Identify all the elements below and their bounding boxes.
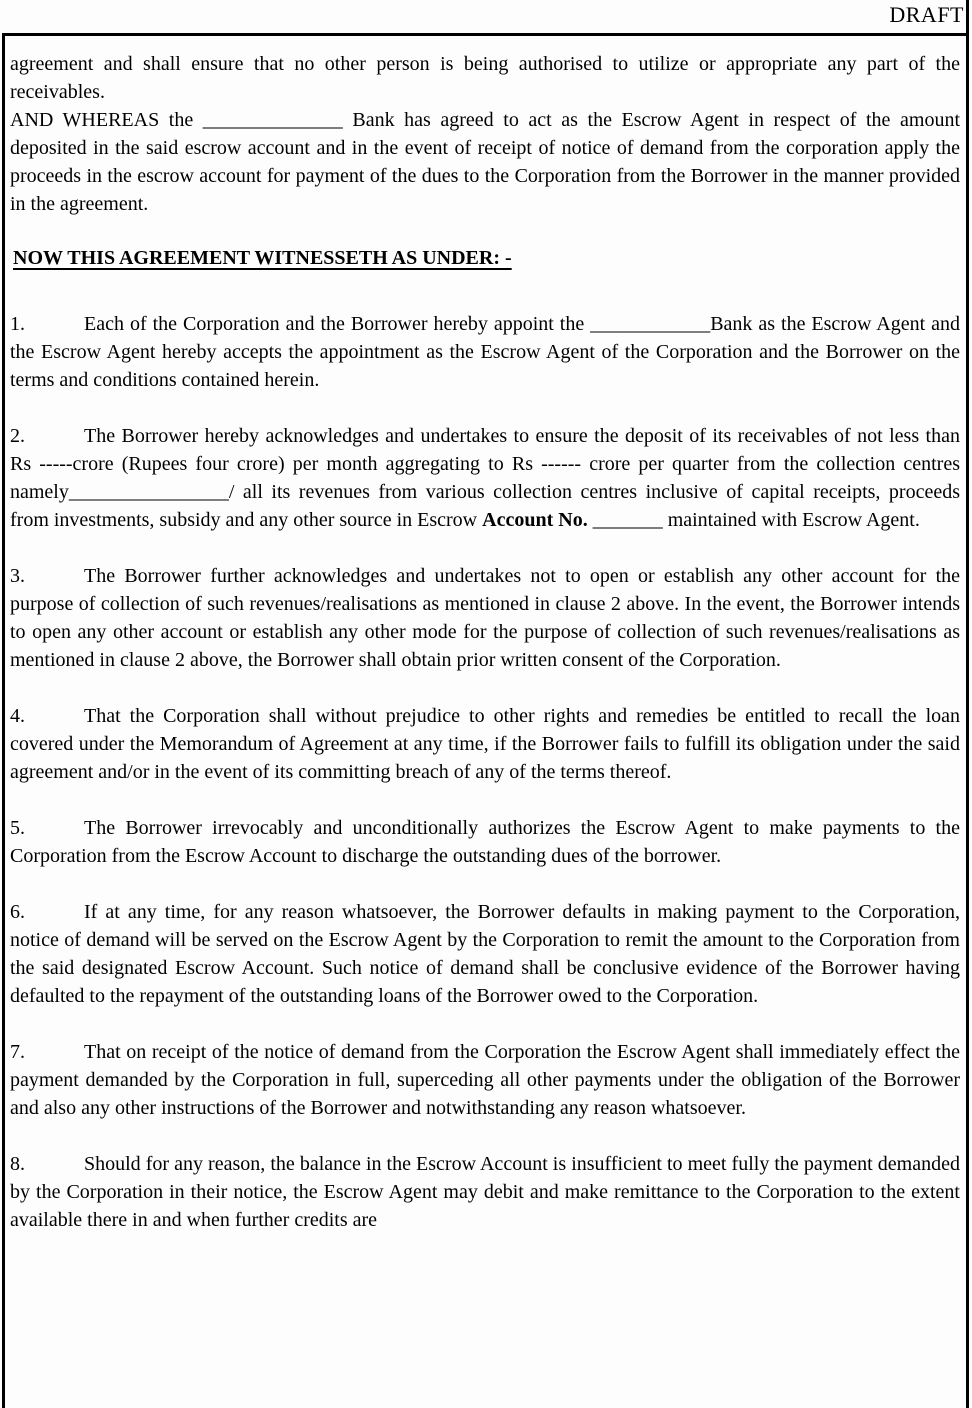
clause-6-text: If at any time, for any reason whatsoever, the Borrower defaults in making payment to the Corporation, notice of demand will be served on the Escrow Agent by the Corporation to remit the amount to the Corporation from the said designated Escrow Account. Such notice of demand shall be conclusive evidence of the Borrower having defaulted to the repayment of the outstanding loans of the Borrower owed to the Corporation. xyxy=(10,901,960,1007)
clause-6-number: 6. xyxy=(10,901,25,923)
clause-2-number: 2. xyxy=(10,425,25,447)
clause-3-text: The Borrower further acknowledges and undertakes not to open or establish any other account for the purpose of collection of such revenues/realisations as mentioned in clause 2 above. In the event, the Borrower intends to open any other account or establish any other mode for the purpose of collection of such revenues/realisations as mentioned in clause 2 above, the Borrower shall obtain prior written consent of the Corporation. xyxy=(10,565,960,671)
clause-4 xyxy=(10,702,960,786)
clause-4-text: That the Corporation shall without prejudice to other rights and remedies be entitled to recall the loan covered under the Memorandum of Agreement at any time, if the Borrower fails to fulfill its obligation under the said agreement and/or in the event of its committing breach of any of the terms thereof. xyxy=(10,705,960,783)
clause-6 xyxy=(10,898,960,1010)
clause-2-account-no-bold: Account No. xyxy=(482,509,588,531)
clause-7 xyxy=(10,1038,960,1122)
paragraph-continuation: agreement and shall ensure that no other person is being authorised to utilize or appropriate any part of the receivables. xyxy=(10,53,960,103)
clause-5 xyxy=(10,814,960,870)
clause-7-number: 7. xyxy=(10,1041,25,1063)
clause-1-text: Each of the Corporation and the Borrower hereby appoint the ____________Bank as the Escrow Agent and the Escrow Agent hereby accepts the appointment as the Escrow Agent of the Corporation and the Borrower on the terms and conditions contained herein. xyxy=(10,313,960,391)
clause-7-text: That on receipt of the notice of demand from the Corporation the Escrow Agent shall immediately effect the payment demanded by the Corporation in full, superceding all other payments under the obligation of the Borrower and also any other instructions of the Borrower and notwithstanding any reason whatsoever. xyxy=(10,1041,960,1119)
clause-4-number: 4. xyxy=(10,705,25,727)
clause-2 xyxy=(10,422,960,534)
clause-1-number: 1. xyxy=(10,313,25,335)
clause-5-number: 5. xyxy=(10,817,25,839)
clause-3 xyxy=(10,562,960,674)
clause-5-text: The Borrower irrevocably and unconditionally authorizes the Escrow Agent to make payments to the Corporation from the Escrow Account to discharge the outstanding dues of the borrower. xyxy=(10,817,960,867)
page-border-right-top-segment xyxy=(966,0,969,36)
clause-8-text: Should for any reason, the balance in the Escrow Account is insufficient to meet fully the payment demanded by the Corporation in their notice, the Escrow Agent may debit and make remittance to the Corporation to the extent available there in and when further credits are xyxy=(10,1153,960,1231)
clause-2-text-before: The Borrower hereby acknowledges and undertakes to ensure the deposit of its receivables of not less than Rs -----crore (Rupees four crore) per month aggregating to Rs ------ crore per quarter from the collection centres namely________________/ all its revenues from various collection centres inclusive of capital receipts, proceeds from investments, subsidy and any other source in Escrow xyxy=(10,425,960,531)
clause-8-number: 8. xyxy=(10,1153,25,1175)
draft-watermark-label: DRAFT xyxy=(889,2,964,27)
clause-1 xyxy=(10,310,960,394)
clause-8 xyxy=(10,1150,960,1234)
clause-2-text-after: _______ maintained with Escrow Agent. xyxy=(587,509,920,531)
section-heading-text: NOW THIS AGREEMENT WITNESSETH AS UNDER: - xyxy=(13,247,512,269)
clause-3-number: 3. xyxy=(10,565,25,587)
paragraph-and-whereas: AND WHEREAS the ______________ Bank has agreed to act as the Escrow Agent in respect of the amount deposited in the said escrow account and in the event of receipt of notice of demand from the corporation apply the proceeds in the escrow account for payment of the dues to the Corporation from the Borrower in the manner provided in the agreement. xyxy=(10,109,960,215)
document-body xyxy=(10,50,960,1234)
page-border-frame xyxy=(2,33,969,1408)
section-heading xyxy=(10,244,960,272)
